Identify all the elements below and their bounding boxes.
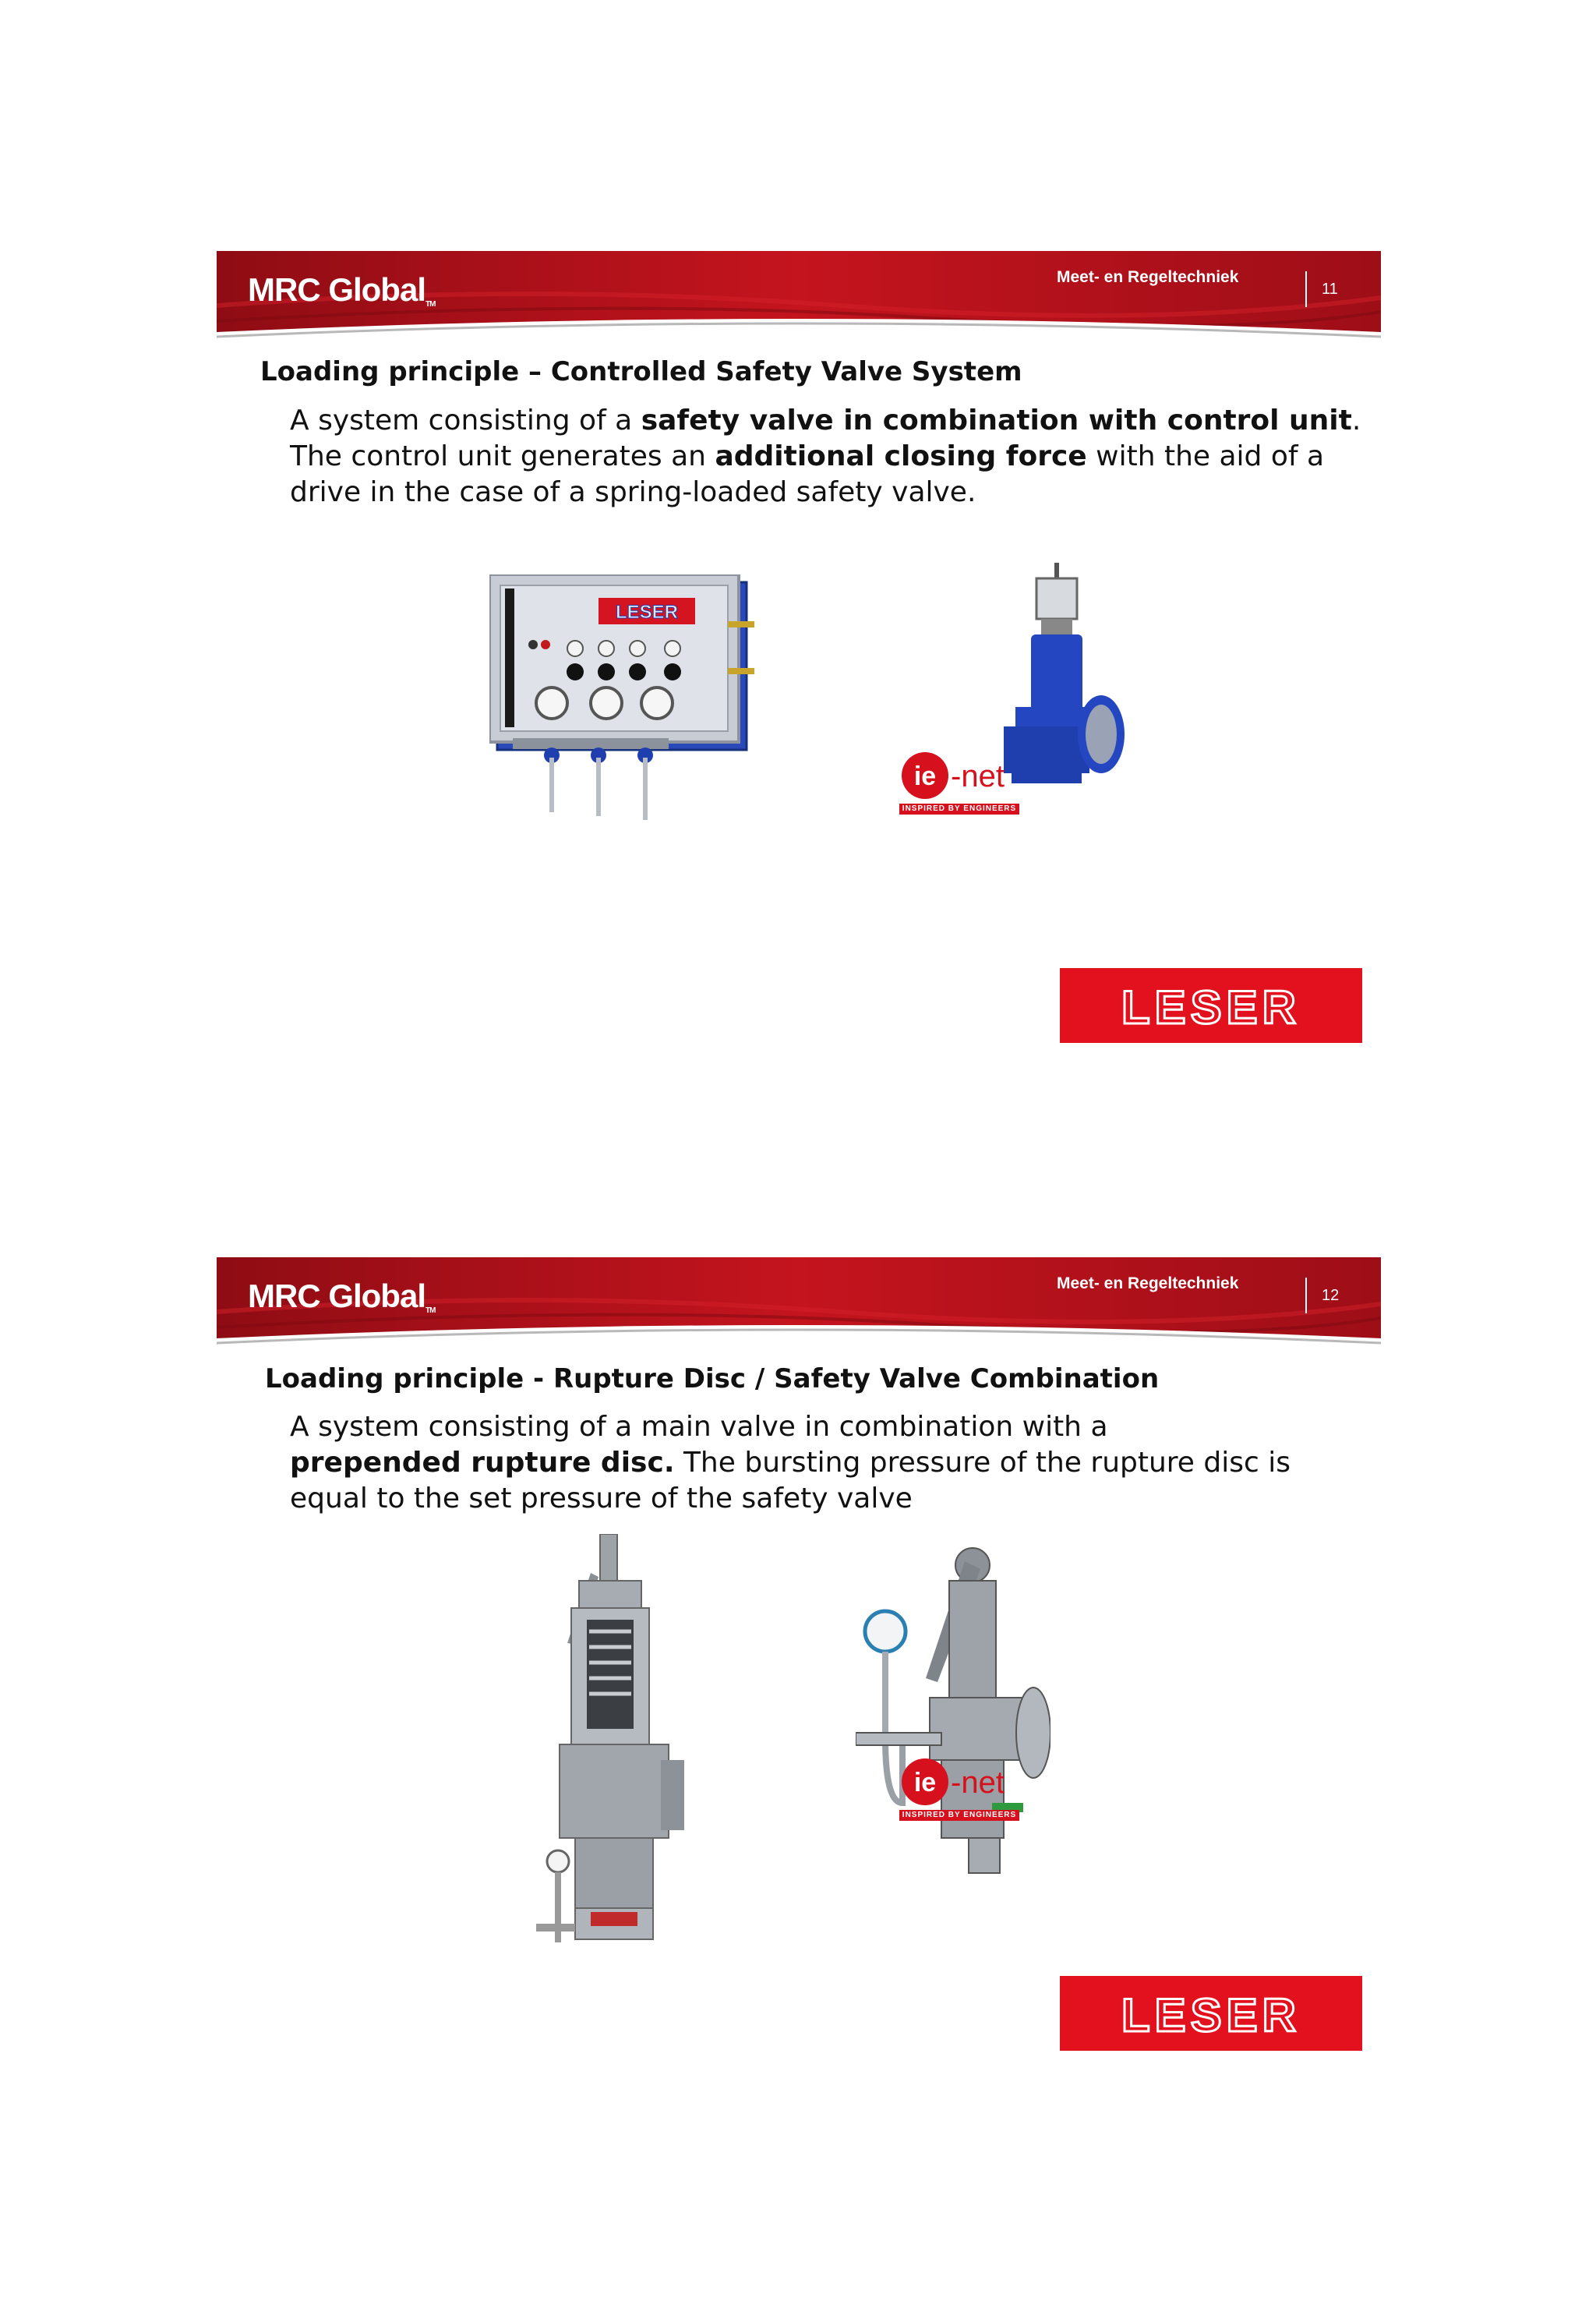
svg-text:-net: -net <box>951 759 1005 793</box>
body-line-3: drive in the case of a spring-loaded safety valve. <box>290 476 976 508</box>
body-line-2: The control unit generates an additional closing force with the aid of a <box>290 440 1325 472</box>
ie-net-tagline: INSPIRED BY ENGINEERS <box>899 804 1019 815</box>
ie-net-logo <box>899 1752 1024 1826</box>
ie-net-mark <box>899 746 1024 804</box>
slide-11 <box>217 251 1381 1054</box>
brand-logo: MRC GlobalTM <box>248 1278 436 1315</box>
page-number: 11 <box>1322 281 1338 298</box>
department-label: Meet- en Regeltechniek <box>1057 268 1239 286</box>
department-label: Meet- en Regeltechniek <box>1057 1274 1239 1292</box>
body-line-1: A system consisting of a main valve in combination with a <box>290 1411 1108 1443</box>
slide-body-text <box>290 403 1361 511</box>
ie-net-tagline: INSPIRED BY ENGINEERS <box>899 1810 1019 1821</box>
rupture-disc-valve-image <box>856 1546 1050 1920</box>
stainless-safety-valve-image <box>536 1534 692 1978</box>
header-banner <box>217 1257 1381 1345</box>
page-number: 12 <box>1322 1287 1340 1304</box>
leser-logo: LESER <box>1060 968 1362 1043</box>
panel-logo-text: LESER <box>615 602 679 623</box>
control-unit-image <box>489 574 754 824</box>
svg-text:-net: -net <box>951 1765 1005 1800</box>
body-line-1: A system consisting of a safety valve in combination with control unit. <box>290 405 1361 436</box>
slide-body-text <box>290 1409 1334 1517</box>
body-line-3: equal to the set pressure of the safety valve <box>290 1483 913 1514</box>
header-banner <box>217 251 1381 338</box>
svg-text:ie: ie <box>913 762 937 791</box>
svg-text:ie: ie <box>913 1768 937 1797</box>
body-line-2: prepended rupture disc. The bursting pressure of the rupture disc is <box>290 1447 1291 1479</box>
slide-12 <box>217 1257 1381 2060</box>
brand-logo: MRC GlobalTM <box>248 271 436 309</box>
ie-net-mark <box>899 1752 1024 1810</box>
ie-net-logo <box>899 746 1024 820</box>
header-divider <box>1305 271 1307 307</box>
slide-heading: Loading principle – Controlled Safety Valve System <box>260 356 1022 387</box>
leser-logo: LESER <box>1060 1976 1362 2051</box>
slide-heading: Loading principle - Rupture Disc / Safety Valve Combination <box>265 1363 1160 1394</box>
header-divider <box>1305 1278 1307 1313</box>
